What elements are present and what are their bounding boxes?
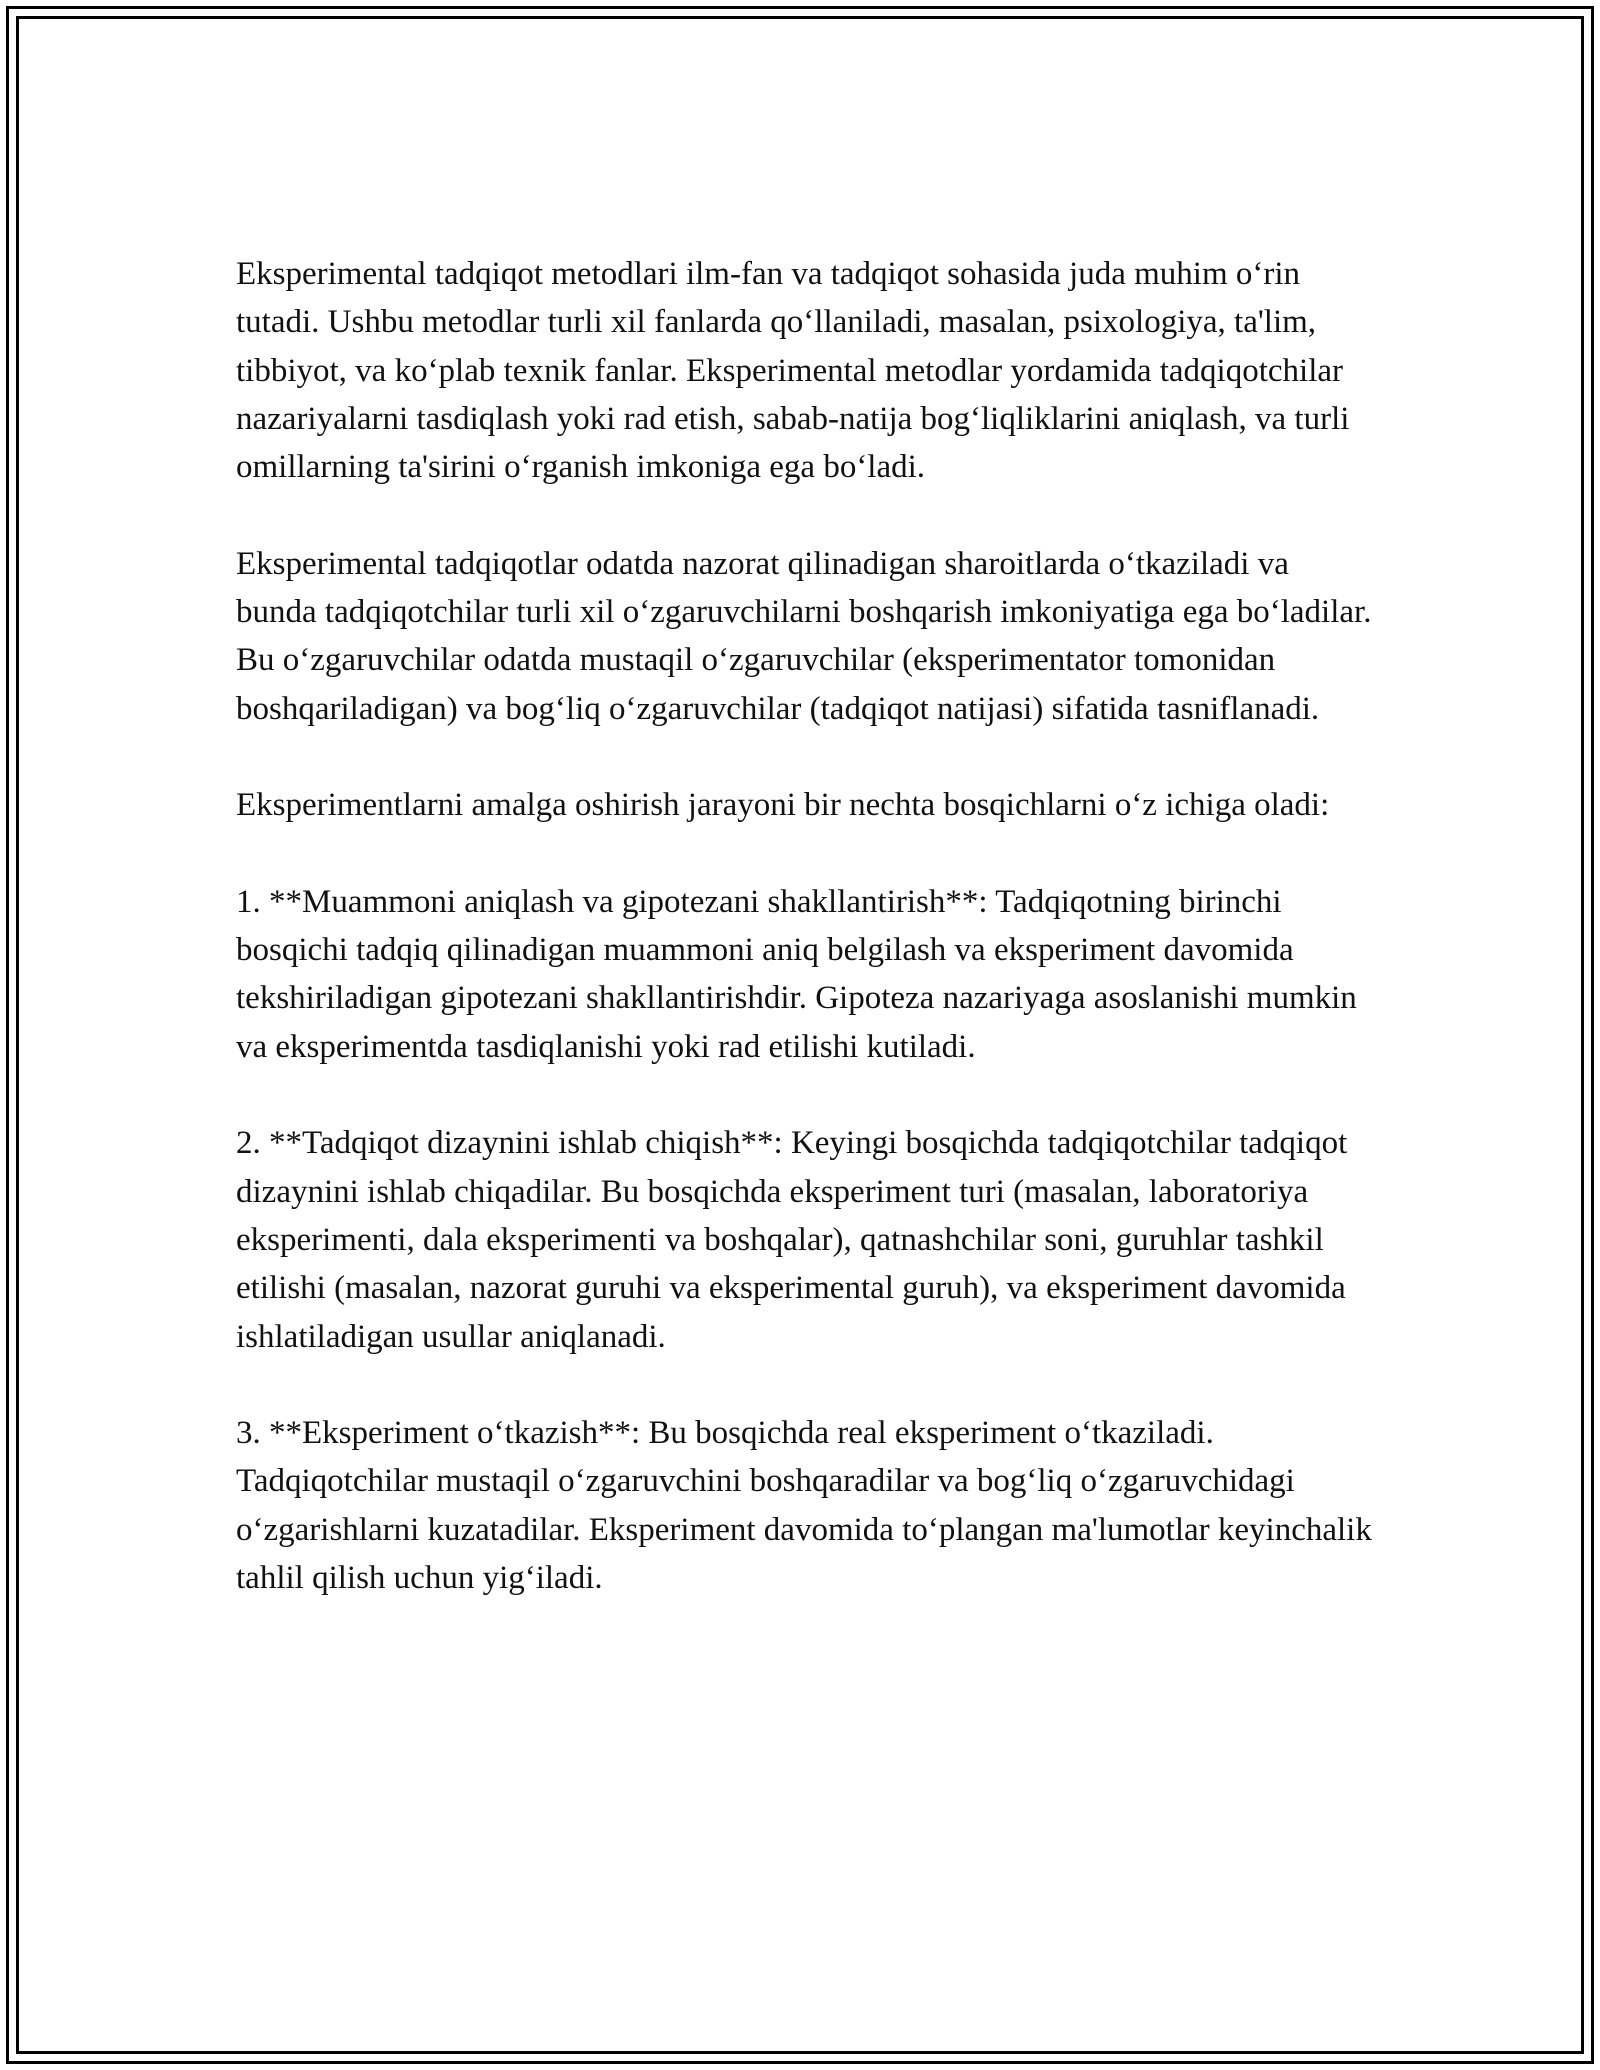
list-item-step-3: 3. **Eksperiment o‘tkazish**: Bu bosqichda real eksperiment o‘tkaziladi. Tadqiqotchilar mustaqil o‘zgaruvchini boshqaradilar va bog‘liq o‘zgaruvchidagi o‘zgarishlarni kuzatadilar. Eksperiment davomida to‘plangan ma'lumotlar keyinchalik tahlil qilish uchun yig‘iladi. [236, 1415, 1372, 1597]
paragraph-conditions: Eksperimental tadqiqotlar odatda nazorat qilinadigan sharoitlarda o‘tkaziladi va bunda tadqiqotchilar turli xil o‘zgaruvchilarni boshqarish imkoniyatiga ega bo‘ladilar. Bu o‘zgaruvchilar odatda mustaqil o‘zgaruvchilar (eksperimentator tomonidan boshqariladigan) va bog‘liq o‘zgaruvchilar (tadqiqot natijasi) sifatida tasniflanadi. [236, 545, 1372, 727]
paragraph-stages-intro: Eksperimentlarni amalga oshirish jarayoni bir nechta bosqichlarni o‘z ichiga oladi: [236, 787, 1330, 824]
paragraph-intro: Eksperimental tadqiqot metodlari ilm-fan va tadqiqot sohasida juda muhim o‘rin tutadi. Ushbu metodlar turli xil fanlarda qo‘llaniladi, masalan, psixologiya, ta'lim, tibbiyot, va ko‘plab texnik fanlar. Eksperimental metodlar yordamida tadqiqotchilar nazariyalarni tasdiqlash yoki rad etish, sabab-natija bog‘liqliklarini aniqlash, va turli omillarning ta'sirini o‘rganish imkoniga ega bo‘ladi. [236, 256, 1350, 486]
list-item-step-1: 1. **Muammoni aniqlash va gipotezani shakllantirish**: Tadqiqotning birinchi bosqichi tadqiq qilinadigan muammoni aniq belgilash va eksperiment davomida tekshiriladigan gipotezani shakllantirishdir. Gipoteza nazariyaga asoslanishi mumkin va eksperimentda tasdiqlanishi yoki rad etilishi kutiladi. [236, 883, 1357, 1065]
list-item-step-2: 2. **Tadqiqot dizaynini ishlab chiqish**: Keyingi bosqichda tadqiqotchilar tadqiqot dizaynini ishlab chiqadilar. Bu bosqichda eksperiment turi (masalan, laboratoriya eksperimenti, dala eksperimenti va boshqalar), qatnashchilar soni, guruhlar tashkil etilishi (masalan, nazorat guruhi va eksperimental guruh), va eksperiment davomida ishlatiladigan usullar aniqlanadi. [236, 1125, 1348, 1355]
document-body [236, 250, 1376, 1651]
